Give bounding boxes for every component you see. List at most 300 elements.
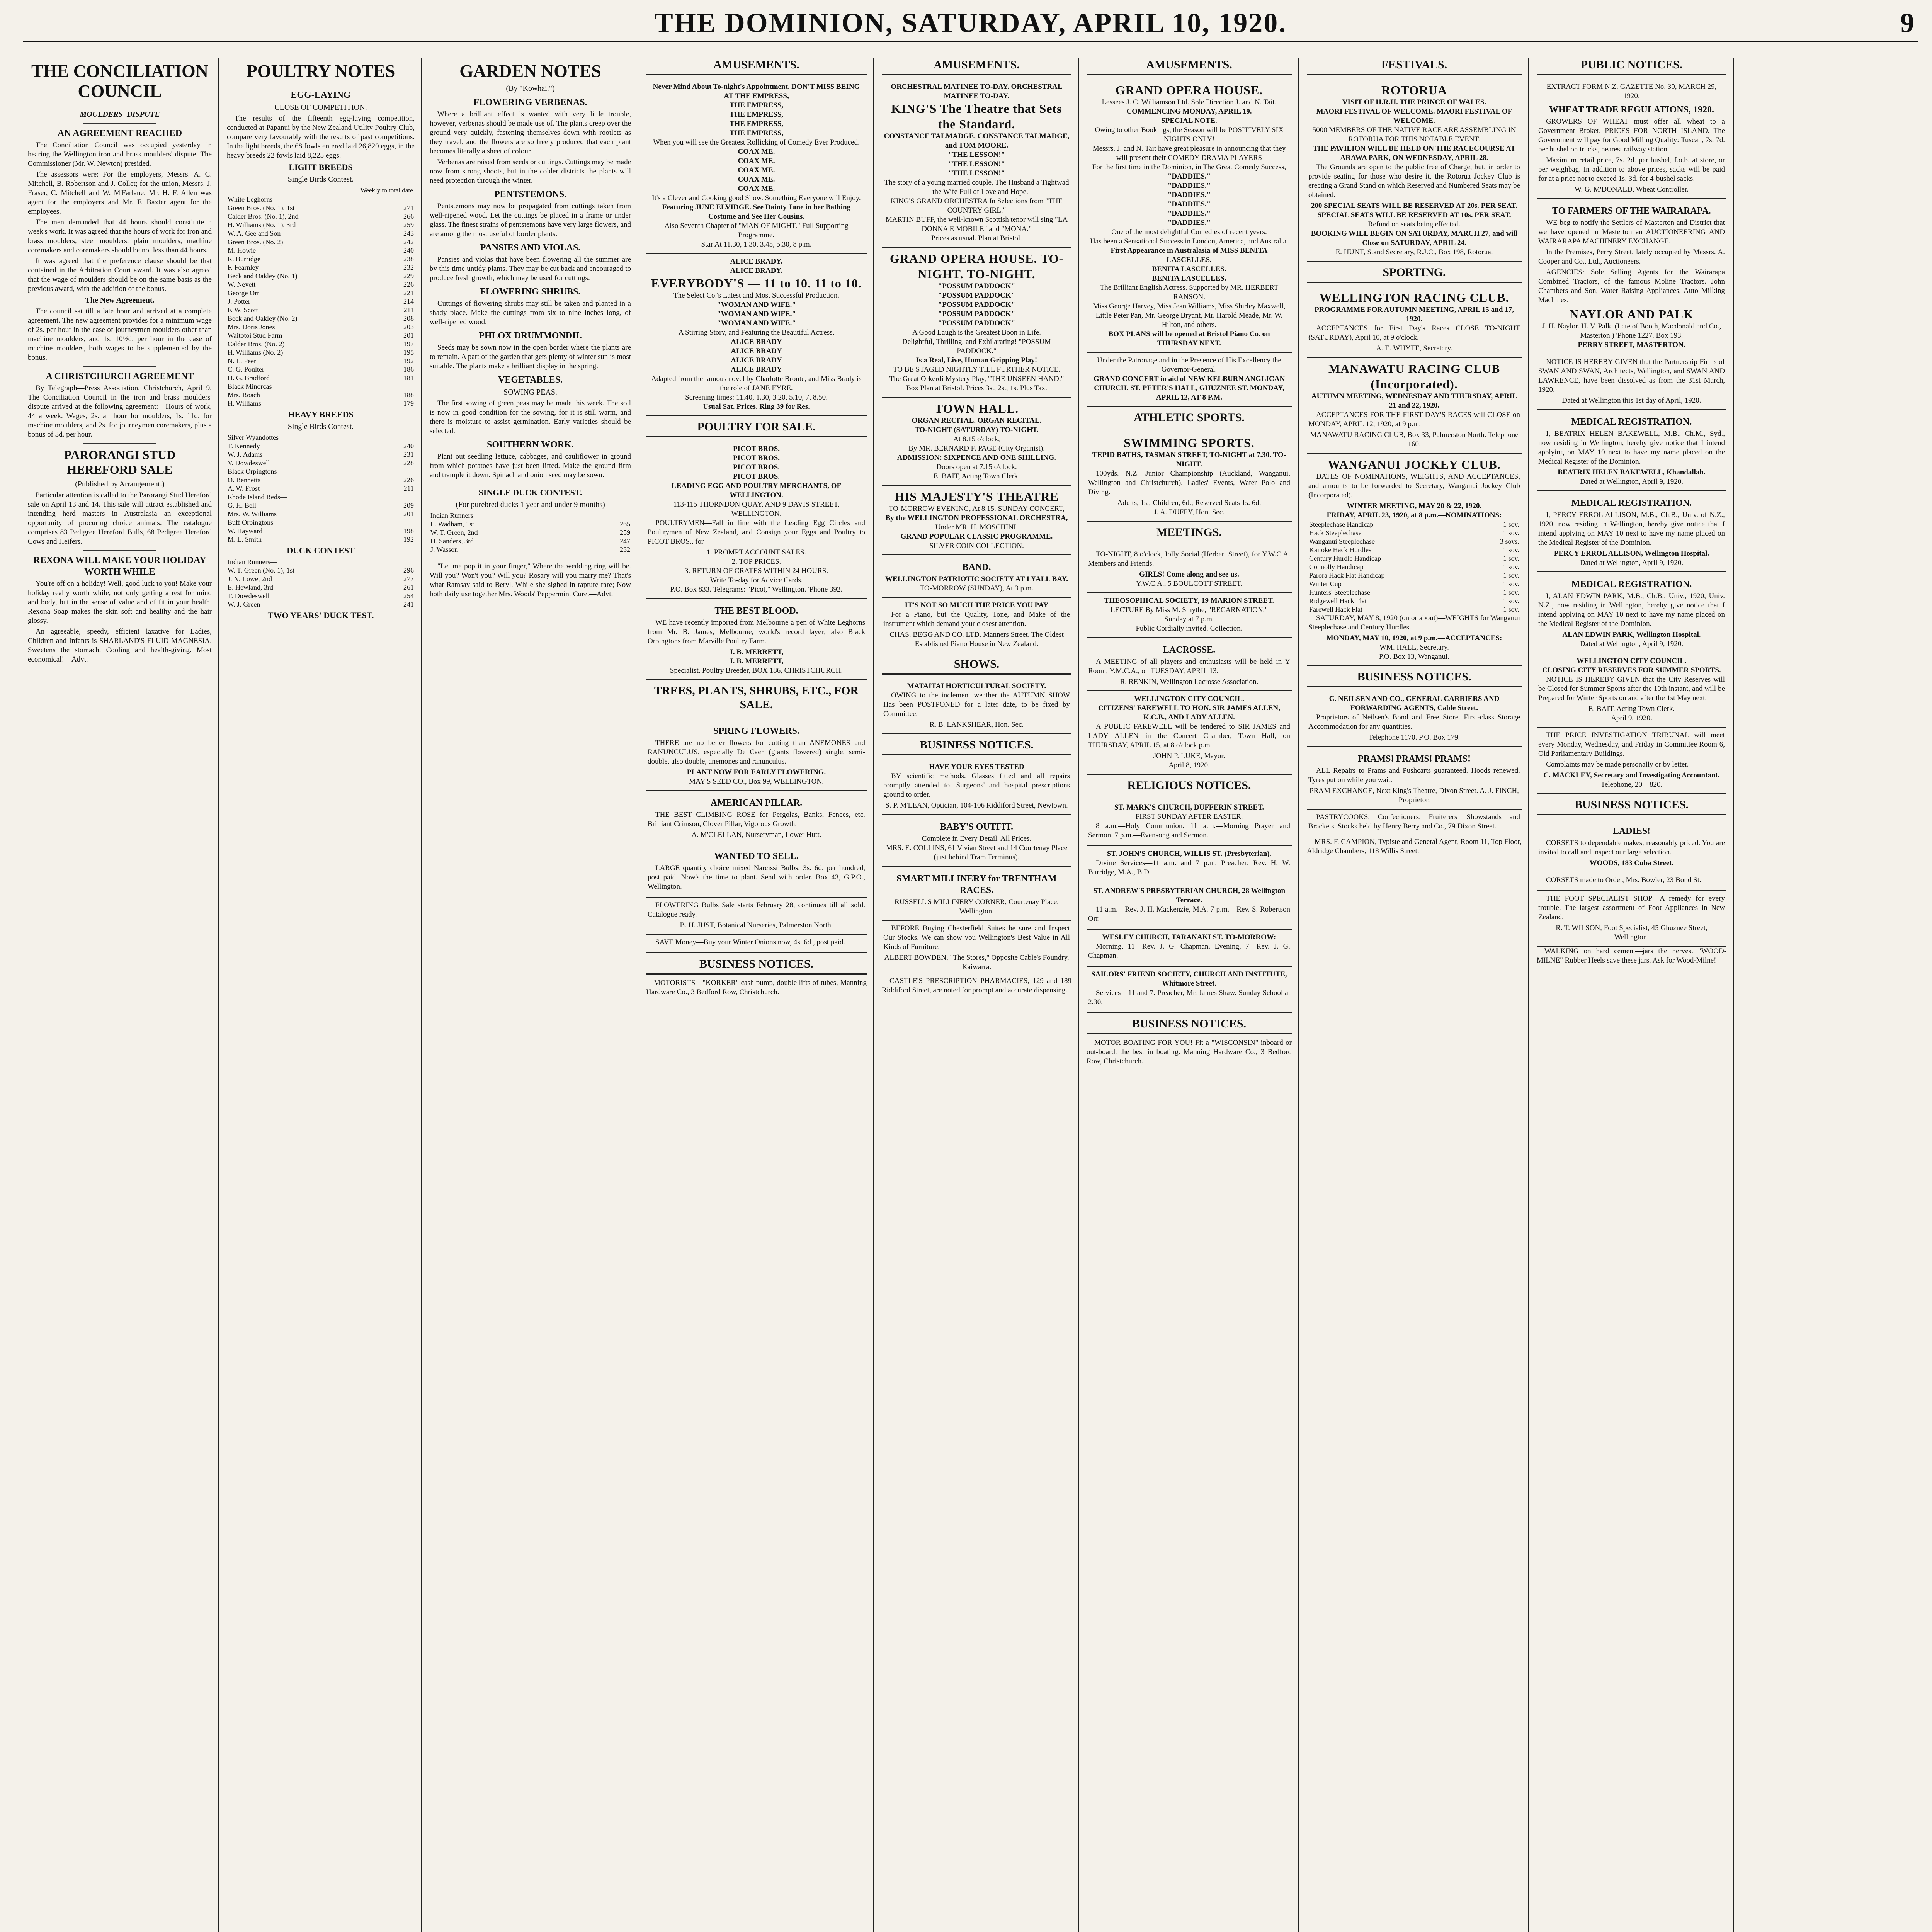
column-rule xyxy=(421,58,422,1932)
advert-concert xyxy=(1087,353,1292,407)
article-paragraph: It was agreed that the preference clause should be that contained in the Arbitration Court award. It was also agreed that the wage of moulders should be on the same basis as the previous award, with the addition of the bonus. xyxy=(28,257,212,293)
table-subtitle: Single Birds Contest. xyxy=(287,175,354,184)
table-cell-name: Farewell Hack Flat xyxy=(1309,605,1362,613)
table-cell-name: L. Wadham, 1st xyxy=(430,520,474,528)
advert-line: A. E. WHYTE, Secretary. xyxy=(1376,344,1452,352)
advert-city-reserves xyxy=(1537,653,1726,728)
advert-line: ST. JOHN'S CHURCH, WILLIS ST. (Presbyterian). xyxy=(1107,850,1272,858)
section-header: FESTIVALS. xyxy=(1307,58,1522,75)
results-table-single xyxy=(430,511,631,554)
table-cell-value: 265 xyxy=(620,520,630,528)
advert-line: WELLINGTON CITY COUNCIL. xyxy=(1577,657,1687,665)
table-row xyxy=(227,391,415,399)
advert-repeat-block xyxy=(648,147,865,194)
advert-line: Usual Sat. Prices. Ring 39 for Res. xyxy=(703,403,810,411)
table-row xyxy=(227,501,415,510)
table-cell-name: H. G. Bradford xyxy=(228,374,270,382)
advert-line: BEATRIX HELEN BAKEWELL, Khandallah. xyxy=(1558,468,1706,476)
advert-repeat-block xyxy=(1088,265,1290,283)
advert-line: A Good Laugh is the Greatest Boon in Life. xyxy=(912,328,1041,337)
advert-tribunal xyxy=(1537,728,1726,794)
advert-horticultural xyxy=(882,679,1071,734)
advert-text: The Grounds are open to the public free of Charge, but, in order to provide seating for those who desire it, the Rotorua Jockey Club is erecting a Grand Stand on which Reserved and Numbered Seats may be obtained. xyxy=(1308,163,1520,199)
column-rule xyxy=(1298,58,1299,1932)
table-cell-name: Steeplechase Handicap xyxy=(1309,520,1374,528)
advert-line: ORGAN RECITAL. ORGAN RECITAL. xyxy=(912,417,1042,425)
advert-repeat-block xyxy=(883,282,1070,328)
advert-kings xyxy=(882,79,1071,248)
advert-empress xyxy=(646,79,867,254)
results-table-heavy xyxy=(227,433,415,544)
table-cell-value: 197 xyxy=(403,340,414,348)
advert-town-hall xyxy=(882,398,1071,486)
table-cell-name: White Leghorns— xyxy=(228,196,280,203)
advert-title: LADIES! xyxy=(1612,826,1651,836)
table-cell-value: 259 xyxy=(403,221,414,229)
advert-text: BY scientific methods. Glasses fitted and all repairs promptly attended to. Surgeons' and hospital prescriptions ground to order. xyxy=(883,772,1070,799)
table-cell-value: 254 xyxy=(403,592,414,600)
advert-line: First Appearance in Australasia of MISS BENITA LASCELLES. xyxy=(1111,247,1268,264)
table-cell-value: 242 xyxy=(403,238,414,246)
advert-title: AMERICAN PILLAR. xyxy=(710,798,803,808)
advert-line: J. H. Naylor. H. V. Palk. (Late of Booth, Macdonald and Co., Masterton.) 'Phone 1227. Box 193. xyxy=(1542,322,1721,340)
advert-title: KING'S The Theatre that Sets the Standard. xyxy=(891,102,1062,131)
table-cell-name: Beck and Oakley (No. 1) xyxy=(228,272,298,280)
advert-line: "WOMAN AND WIFE." xyxy=(717,319,796,327)
advert-line: KING'S GRAND ORCHESTRA In Selections from "THE COUNTRY GIRL." xyxy=(891,197,1063,214)
advert-pillar xyxy=(646,791,867,844)
advert-line: April 9, 1920. xyxy=(1611,714,1652,722)
table-row xyxy=(227,195,415,204)
table-row xyxy=(227,263,415,272)
table-row xyxy=(227,600,415,609)
table-row xyxy=(1308,588,1520,597)
table-cell-name: Hunters' Steeplechase xyxy=(1309,588,1370,596)
advert-line: COAX ME. xyxy=(738,157,775,165)
table-row xyxy=(227,558,415,566)
table-cell-value: 1 sov. xyxy=(1503,529,1519,537)
table-cell-name: H. Sanders, 3rd xyxy=(430,537,474,545)
advert-line: S. P. M'LEAN, Optician, 104-106 Riddiford Street, Newtown. xyxy=(885,801,1068,810)
advert-line: CONSTANCE TALMADGE, CONSTANCE TALMADGE, and TOM MOORE. xyxy=(884,132,1070,150)
article-paragraph: The council sat till a late hour and arrived at a complete agreement. The new agreement provides for a minimum wage of 2s. per hour in the case of journeymen moulders other than machine moulders, and 1s. 10½d. per hour in the case of machine moulders, both wages to be supplemented by the bonus. xyxy=(28,307,212,362)
advert-text: ACCEPTANCES for First Day's Races CLOSE TO-NIGHT (SATURDAY), April 10, at 9 o'clock. xyxy=(1308,324,1520,342)
advert-title: TOWN HALL. xyxy=(934,401,1019,415)
advert-line: THEOSOPHICAL SOCIETY, 19 MARION STREET. xyxy=(1104,597,1274,605)
table-title: DUCK CONTEST xyxy=(287,546,355,555)
advert-line: THE EMPRESS, xyxy=(729,120,784,128)
column-rule xyxy=(1528,58,1529,1932)
advert-foot xyxy=(1537,891,1726,947)
article-paragraph: Seeds may be sown now in the open border where the plants are to remain. A part of the garden that gets plenty of winter sun is most suitable. The plants make a brilliant display in the spring. xyxy=(430,344,631,370)
advert-wanted xyxy=(646,844,867,898)
advert-line: When you will see the Greatest Rollicking of Comedy Ever Produced. xyxy=(653,138,860,146)
advert-line: "DADDIES." xyxy=(1167,209,1211,218)
advert-line: "THE LESSON!" xyxy=(948,160,1005,168)
advert-medical-2 xyxy=(1537,491,1726,572)
advert-line: CLOSING CITY RESERVES FOR SUMMER SPORTS. xyxy=(1542,666,1721,674)
table-cell-name: C. G. Poulter xyxy=(228,366,265,373)
advert-text: LARGE quantity choice mixed Narcissi Bulbs, 3s. 6d. per hundred, post paid. Now's the time to plant. Send with order. Box 43, G.P.O., Wellington. xyxy=(648,864,865,891)
table-cell-name: Calder Bros. (No. 1), 2nd xyxy=(228,213,299,220)
advert-line: VISIT OF H.R.H. THE PRINCE OF WALES. xyxy=(1342,98,1486,106)
advert-corsets xyxy=(1537,819,1726,872)
table-title: HEAVY BREEDS xyxy=(288,410,354,419)
advert-st-andrews xyxy=(1087,883,1292,930)
table-cell-name: J. Wasson xyxy=(430,546,458,553)
advert-line: Y.W.C.A., 5 BOULCOTT STREET. xyxy=(1136,580,1243,588)
table-cell-name: A. W. Frost xyxy=(228,485,260,492)
article-byline: (By "Kowhai.") xyxy=(506,84,555,93)
section-header: TREES, PLANTS, SHRUBS, ETC., FOR SALE. xyxy=(646,684,867,715)
table-row xyxy=(227,238,415,246)
advert-line: A Stirring Story, and Featuring the Beautiful Actress, xyxy=(678,328,835,337)
advert-headline: REXONA WILL MAKE YOUR HOLIDAY WORTH WHILE xyxy=(33,555,206,577)
table-cell-name: Century Hurdle Handicap xyxy=(1309,554,1381,562)
advert-text: I, PERCY ERROL ALLISON, M.B., Ch.B., Univ. of N.Z., 1920, now residing in Wellington, hereby give notice that I intend applying on MAY 10 next to have my name placed on the Medical Register of the Dominion. xyxy=(1538,511,1725,547)
advert-line: COMMENCING MONDAY, APRIL 19. xyxy=(1126,107,1252,116)
results-table-light xyxy=(227,195,415,408)
advert-text: CORSETS to dependable makes, reasonably priced. You are invited to call and inspect our large selection. xyxy=(1538,839,1725,856)
advert-line: R. T. WILSON, Foot Specialist, 45 Ghuznee Street, Wellington. xyxy=(1556,924,1708,941)
advert-line: Telephone, 20—820. xyxy=(1600,781,1663,789)
table-cell-name: Mrs. Roach xyxy=(228,391,260,399)
table-cell-value: 188 xyxy=(403,391,414,399)
table-cell-value: 243 xyxy=(403,230,414,237)
table-row xyxy=(227,280,415,289)
advert-line: "WOMAN AND WIFE." xyxy=(717,301,796,309)
advert-line: P.O. Box 833. Telegrams: "Picot," Wellington. 'Phone 392. xyxy=(670,585,843,594)
table-cell-name: Indian Runners— xyxy=(228,558,277,566)
table-cell-name: Silver Wyandottes— xyxy=(228,434,286,441)
advert-text: Complaints may be made personally or by letter. xyxy=(1546,760,1689,769)
column-rule xyxy=(218,58,219,1932)
table-title: TWO YEARS' DUCK TEST. xyxy=(267,611,374,620)
advert-line: LECTURE By Miss M. Smythe, "RECARNATION." xyxy=(1110,606,1268,614)
advert-text: NOTICE IS HEREBY GIVEN that the Partnership Firms of SWAN AND SWAN, Architects, Wellington, and SWAN AND LAWRENCE, have been dissolved as from the 31st March, 1920. xyxy=(1538,358,1725,394)
advert-line: 3. RETURN OF CRATES WITHIN 24 HOURS. xyxy=(684,567,828,575)
table-cell-value: 266 xyxy=(403,213,414,220)
advert-text: SAVE Money—Buy your Winter Onions now, 4s. 6d., post paid. xyxy=(655,938,845,946)
table-cell-value: 259 xyxy=(620,529,630,536)
advert-line: ADMISSION: SIXPENCE AND ONE SHILLING. xyxy=(897,454,1056,462)
advert-line: COAX ME. xyxy=(738,166,775,174)
advert-line: CHAS. BEGG AND CO. LTD. Manners Street. The Oldest Established Piano House in New Zealand. xyxy=(889,631,1064,648)
advert-prams xyxy=(1307,747,1522,810)
advert-line: E. BAIT, Acting Town Clerk. xyxy=(1588,705,1675,713)
advert-rotorua xyxy=(1307,79,1522,262)
advert-swan xyxy=(1537,354,1726,410)
advert-line: PICOT BROS. xyxy=(733,463,780,471)
article-subhead: PANSIES AND VIOLAS. xyxy=(480,243,581,253)
table-cell-name: Black Minorcas— xyxy=(228,383,279,390)
table-cell-value: 1 sov. xyxy=(1503,554,1519,562)
section-headline: POULTRY NOTES xyxy=(246,61,395,81)
advert-title: ROTORUA xyxy=(1381,83,1447,97)
table-cell-name: V. Dowdeswell xyxy=(228,459,270,467)
advert-line: C. MACKLEY, Secretary and Investigating Accountant. xyxy=(1543,771,1720,779)
table-row xyxy=(227,306,415,314)
advert-lacrosse xyxy=(1087,638,1292,691)
table-cell-name: W. A. Gee and Son xyxy=(228,230,281,237)
advert-text: DATES OF NOMINATIONS, WEIGHTS, AND ACCEPTANCES, and amounts to be forwarded to Secretary, Wanganui Jockey Club (Incorporated). xyxy=(1308,473,1520,499)
advert-line: The Select Co.'s Latest and Most Successful Production. xyxy=(673,291,840,299)
table-cell-value: 240 xyxy=(403,442,414,450)
advert-line: BOOKING WILL BEGIN ON SATURDAY, MARCH 27, and will Close on SATURDAY, APRIL 24. xyxy=(1311,230,1518,247)
advert-text: 8 a.m.—Holy Communion. 11 a.m.—Morning Prayer and Sermon. 7 p.m.—Evensong and Sermon. xyxy=(1088,822,1290,839)
article-subhead: SOUTHERN WORK. xyxy=(487,440,574,450)
advert-line: TO-MORROW (SUNDAY), At 3 p.m. xyxy=(920,584,1034,592)
advert-line: ALICE BRADY. xyxy=(730,257,783,265)
table-cell-value: 201 xyxy=(403,332,414,339)
table-cell-value: 231 xyxy=(403,451,414,458)
table-row xyxy=(227,459,415,467)
article-headline: A CHRISTCHURCH AGREEMENT xyxy=(46,371,194,381)
advert-line: MAY'S SEED CO., Box 99, WELLINGTON. xyxy=(689,777,824,786)
advert-title: EVERYBODY'S — 11 to 10. 11 to 10. xyxy=(651,276,862,290)
advert-band xyxy=(882,555,1071,598)
advert-line: THE EMPRESS, xyxy=(729,111,784,119)
advert-title: TO FARMERS OF THE WAIRARAPA. xyxy=(1552,206,1711,216)
table-row xyxy=(227,476,415,484)
table-cell-value: 1 sov. xyxy=(1503,520,1519,528)
table-cell-value: 232 xyxy=(403,264,414,271)
advert-line: JOHN P. LUKE, Mayor. xyxy=(1153,752,1225,760)
advert-text: Divine Services—11 a.m. and 7 p.m. Preacher: Rev. H. W. Burridge, M.A., B.D. xyxy=(1088,859,1290,876)
advert-pastrycooks xyxy=(1307,810,1522,837)
table-row xyxy=(227,527,415,535)
table-row xyxy=(1308,563,1520,571)
advert-line: Write To-day for Advice Cards. xyxy=(710,576,803,584)
advert-text: MOTOR BOATING FOR YOU! Fit a "WISCONSIN" inboard or out-board, the best in boating. Manning Hardware Co., 3 Bedford Row, Christchurch. xyxy=(1087,1039,1292,1065)
advert-furniture xyxy=(882,921,1071,976)
table-cell-value: 226 xyxy=(403,476,414,484)
table-row xyxy=(227,382,415,391)
advert-line: WESLEY CHURCH, TARANAKI ST. TO-MORROW: xyxy=(1102,933,1276,941)
advert-merrett xyxy=(646,599,867,680)
advert-line: Lessees J. C. Williamson Ltd. Sole Direction J. and N. Tait. xyxy=(1102,98,1277,106)
masthead xyxy=(23,4,1918,42)
advert-text: POULTRYMEN—Fall in line with the Leading Egg Circles and Poultrymen of New Zealand, and Consign your Eggs and Poultry to PICOT BROS., for xyxy=(648,519,865,546)
table-row xyxy=(227,289,415,297)
table-cell-name: M. L. Smith xyxy=(228,536,262,543)
advert-line: Complete in Every Detail. All Prices. xyxy=(922,835,1032,843)
table-cell-name: Indian Runners— xyxy=(430,512,480,519)
advert-wanganui-jockey xyxy=(1307,454,1522,666)
advert-line: Under the Patronage and in the Presence of His Excellency the Governor-General. xyxy=(1097,356,1281,374)
advert-text: 11 a.m.—Rev. J. H. Mackenzie, M.A. 7 p.m.—Rev. S. Robertson Orr. xyxy=(1088,905,1290,923)
table-row xyxy=(227,518,415,527)
table-cell-value xyxy=(384,467,415,476)
advert-manawatu-racing xyxy=(1307,358,1522,454)
advert-optician xyxy=(882,759,1071,815)
advert-text: NOTICE IS HEREBY GIVEN that the City Reserves will be Closed for Summer Sports after the 10th instant, and will be Prepared for Winter Sports on and after the 1st May next. xyxy=(1538,675,1725,702)
advert-line: The story of a young married couple. The Husband a Tightwad—the Wife Full of Love and Hope. xyxy=(884,179,1069,196)
page-number: 9 xyxy=(1900,7,1914,38)
table-row xyxy=(227,433,415,442)
table-row xyxy=(227,204,415,212)
advert-line: TO-MORROW EVENING, At 8.15. SUNDAY CONCERT, xyxy=(888,505,1065,513)
table-column-header: Weekly to total date. xyxy=(360,187,415,194)
table-row xyxy=(227,374,415,382)
table-cell-value: 3 sovs. xyxy=(1500,537,1519,545)
advert-onions xyxy=(646,935,867,953)
advert-line: WELLINGTON CITY COUNCIL. xyxy=(1134,695,1244,703)
advert-line: BOX PLANS will be opened at Bristol Piano Co. on THURSDAY NEXT. xyxy=(1108,330,1270,347)
table-cell-name: E. Hewland, 3rd xyxy=(228,583,273,591)
advert-line: Under MR. H. MOSCHINI. xyxy=(935,523,1018,531)
advert-text: FLOWERING Bulbs Sale starts February 28, continues till all sold. Catalogue ready. xyxy=(648,901,865,918)
advert-line: Dated at Wellington, April 9, 1920. xyxy=(1580,478,1684,486)
table-cell-name: Rhode Island Reds— xyxy=(228,493,287,501)
table-row xyxy=(227,442,415,450)
advert-line: One of the most delightful Comedies of recent years. xyxy=(1111,228,1267,236)
table-cell-name: Waitotoi Stud Farm xyxy=(228,332,282,339)
table-cell-value: 192 xyxy=(403,536,414,543)
table-row xyxy=(227,348,415,357)
table-cell-name: Kaitoke Hack Hurdles xyxy=(1309,546,1371,554)
table-cell-value: 209 xyxy=(403,502,414,509)
table-cell-value: 1 sov. xyxy=(1503,563,1519,571)
column-rule xyxy=(1078,58,1079,1932)
advert-text: BEFORE Buying Chesterfield Suites be sure and Inspect Our Stocks. We can show you Wellington's Best Value in All Kinds of Furniture. xyxy=(883,924,1070,951)
advert-line: 1. PROMPT ACCOUNT SALES. xyxy=(706,548,806,556)
table-row xyxy=(1308,605,1520,614)
advert-line: A. M'CLELLAN, Nurseryman, Lower Hutt. xyxy=(691,831,821,839)
advert-text: OWING to the inclement weather the AUTUMN SHOW Has been POSTPONED for a later date, to be fixed by Committee. xyxy=(883,691,1070,718)
table-row xyxy=(227,221,415,229)
advert-text: SATURDAY, MAY 8, 1920 (on or about)—WEIGHTS for Wanganui Steeplechase and Century Hurdles. xyxy=(1308,614,1520,631)
advert-line: Dated at Wellington, April 9, 1920. xyxy=(1580,640,1684,648)
advert-line: THE EMPRESS, xyxy=(729,129,784,137)
advert-line: FRIDAY, APRIL 23, 1920, at 8 p.m.—NOMINATIONS: xyxy=(1327,511,1502,519)
column-rule xyxy=(873,58,874,1932)
advert-line: COAX ME. xyxy=(738,185,775,193)
table-cell-value: 226 xyxy=(403,281,414,288)
advert-line: TO BE STAGED NIGHTLY TILL FURTHER NOTICE. xyxy=(893,366,1060,374)
advert-line: R. B. LANKSHEAR, Hon. Sec. xyxy=(929,721,1024,729)
table-cell-value: 179 xyxy=(403,400,414,407)
advert-medical-3 xyxy=(1537,572,1726,653)
advert-text: Morning, 11—Rev. J. G. Chapman. Evening, 7—Rev. J. G. Chapman. xyxy=(1088,942,1290,960)
advert-text: THE PRICE INVESTIGATION TRIBUNAL will meet every Monday, Wednesday, and Friday in Committee Room 6, Old Parliamentary Buildings. xyxy=(1538,731,1725,758)
table-cell-value: 238 xyxy=(403,255,414,263)
table-cell-name: Connolly Handicap xyxy=(1309,563,1364,571)
advert-line: "POSSUM PADDOCK" xyxy=(938,301,1015,309)
table-cell-name: W. J. Adams xyxy=(228,451,263,458)
advert-line: At 8.15 o'clock, xyxy=(953,435,1000,443)
table-cell-name: Green Bros. (No. 1), 1st xyxy=(228,204,295,212)
advert-line: PERRY STREET, MASTERTON. xyxy=(1578,341,1685,349)
table-row xyxy=(227,297,415,306)
table-cell-value: 229 xyxy=(403,272,414,280)
advert-text: ACCEPTANCES FOR THE FIRST DAY'S RACES will CLOSE on MONDAY, APRIL 12, 1920, at 9 p.m. xyxy=(1308,411,1520,428)
advert-bulbs xyxy=(646,898,867,935)
results-table-duck xyxy=(227,558,415,609)
table-cell-name: J. Potter xyxy=(228,298,251,305)
advert-line: Adults, 1s.; Children, 6d.; Reserved Seats 1s. 6d. xyxy=(1117,499,1261,507)
advert-repeat-block xyxy=(648,300,865,328)
advert-repeat-block xyxy=(648,444,865,481)
advert-corsets-order xyxy=(1537,872,1726,891)
advert-line: ALICE BRADY. xyxy=(730,267,783,275)
advert-text: MOTORISTS—"KORKER" cash pump, double lifts of tubes, Manning Hardware Co., 3 Bedford Row, Christchurch. xyxy=(646,979,867,996)
advert-line: April 8, 1920. xyxy=(1168,761,1210,769)
advert-line: Dated at Wellington, April 9, 1920. xyxy=(1580,559,1684,567)
advert-line: W. G. M'DONALD, Wheat Controller. xyxy=(1575,185,1689,194)
table-cell-name: T. Kennedy xyxy=(228,442,260,450)
advert-everybodys xyxy=(646,254,867,416)
advert-theosophical xyxy=(1087,593,1292,638)
article-subhead: VEGETABLES. xyxy=(498,375,563,385)
advert-line: PERCY ERROL ALLISON, Wellington Hospital. xyxy=(1554,549,1709,558)
article-paragraph: Pansies and violas that have been flowering all the summer are by this time untidy plants. They may be cut back and encouraged to produce fresh growth, which may be used for cuttings. xyxy=(430,255,631,282)
advert-title: WANTED TO SELL. xyxy=(714,851,799,861)
column-conciliation xyxy=(23,58,216,1932)
advert-line: 2. TOP PRICES. xyxy=(731,558,781,566)
article-subhead: MOULDERS' DISPUTE xyxy=(80,110,160,119)
table-cell-name: Wanganui Steeplechase xyxy=(1309,537,1375,545)
advert-line: PRAM EXCHANGE, Next King's Theatre, Dixon Street. A. J. FINCH, Proprietor. xyxy=(1310,787,1519,804)
table-cell-name: Calder Bros. (No. 2) xyxy=(228,340,285,348)
article-paragraph: Particular attention is called to the Parorangi Stud Hereford sale on April 13 and 14. This sale will attract established and intending herd masters in Australasia an exceptional opportunity of procuring choice animals. The catalogue comprises 83 Pedigree Hereford Bulls, 68 Pedigree Hereford Cows and Heifers. xyxy=(28,491,212,546)
table-row xyxy=(227,365,415,374)
advert-title: LACROSSE. xyxy=(1163,645,1216,655)
advert-line: AUTUMN MEETING, WEDNESDAY AND THURSDAY, APRIL 21 and 22, 1920. xyxy=(1311,392,1517,410)
advert-line: THE PAVILION WILL BE HELD ON THE RACECOURSE AT ARAWA PARK, ON WEDNESDAY, APRIL 28. xyxy=(1313,145,1516,162)
advert-line: FIRST SUNDAY AFTER EASTER. xyxy=(1135,813,1243,821)
section-header: BUSINESS NOTICES. xyxy=(1537,798,1726,815)
table-cell-value xyxy=(384,493,415,501)
advert-line: Doors open at 7.15 o'clock. xyxy=(936,463,1017,471)
advert-millinery xyxy=(882,867,1071,921)
advert-repeat-block xyxy=(1088,172,1290,228)
table-row xyxy=(1308,571,1520,580)
advert-line: Dated at Wellington this 1st day of April, 1920. xyxy=(1562,396,1701,405)
advert-line: ALICE BRADY xyxy=(731,356,782,364)
article-subhead: EGG-LAYING xyxy=(291,90,351,100)
section-header: AMUSEMENTS. xyxy=(882,58,1071,75)
column-rule xyxy=(1733,58,1734,1932)
advert-text: PASTRYCOOKS, Confectioners, Fruiterers' Showstands and Brackets. Stocks held by Henry Berry and Co., 79 Dixon Street. xyxy=(1308,813,1520,830)
table-cell-name: W. Hayward xyxy=(228,527,263,535)
advert-title: WELLINGTON RACING CLUB. xyxy=(1319,291,1509,304)
advert-medical-1 xyxy=(1537,410,1726,491)
table-cell-name: Mrs. W. Williams xyxy=(228,510,277,518)
article-paragraph: Where a brilliant effect is wanted with very little trouble, however, verbenas should be made use of. The plants creep over the ground very quickly, fastening themselves down with rootlets as they travel, and the flowers are so freely produced that each plant becomes literally a sheet of colour. xyxy=(430,110,631,155)
table-cell-name: N. L. Peer xyxy=(228,357,256,365)
advert-text: CASTLE'S PRESCRIPTION PHARMACIES, 129 and 189 Riddiford Street, are noted for prompt and accurate dispensing. xyxy=(882,977,1071,994)
advert-text: WE beg to notify the Settlers of Masterton and District that we have opened in Masterton an AUCTIONEERING AND WAIRARAPA MACHINERY EXCHANGE. xyxy=(1538,219,1725,245)
table-row xyxy=(1308,520,1520,529)
table-row xyxy=(227,583,415,592)
advert-line: "POSSUM PADDOCK" xyxy=(938,291,1015,299)
table-row xyxy=(227,566,415,575)
section-header: BUSINESS NOTICES. xyxy=(1307,670,1522,687)
table-cell-value: 192 xyxy=(403,357,414,365)
article-subhead: CLOSE OF COMPETITION. xyxy=(274,103,367,112)
advert-line: Delightful, Thrilling, and Exhilarating! "POSSUM PADDOCK." xyxy=(902,338,1051,355)
advert-neilsen xyxy=(1307,691,1522,747)
table-cell-value xyxy=(387,558,415,566)
advert-text: "Let me pop it in your finger," Where the wedding ring will be. Will you? Won't you? Will you? Rosary will you marry me? That's what Ramsay said to Beryl, While she sighed in rapture rare; Now both daily use together Mrs. Woods' Peppermint Cure.—Advt. xyxy=(430,562,631,598)
advert-line: Star At 11.30, 1.30, 3.45, 5.30, 8 p.m. xyxy=(701,240,812,248)
advert-line: Has been a Sensational Success in London, America, and Australia. xyxy=(1090,237,1288,245)
advert-repeat-block xyxy=(648,337,865,374)
article-subhead-2: AN AGREEMENT REACHED xyxy=(57,128,182,138)
advert-line: E. HUNT, Stand Secretary, R.J.C., Box 198, Rotorua. xyxy=(1335,248,1493,256)
column-amusements-3 xyxy=(1082,58,1296,1932)
